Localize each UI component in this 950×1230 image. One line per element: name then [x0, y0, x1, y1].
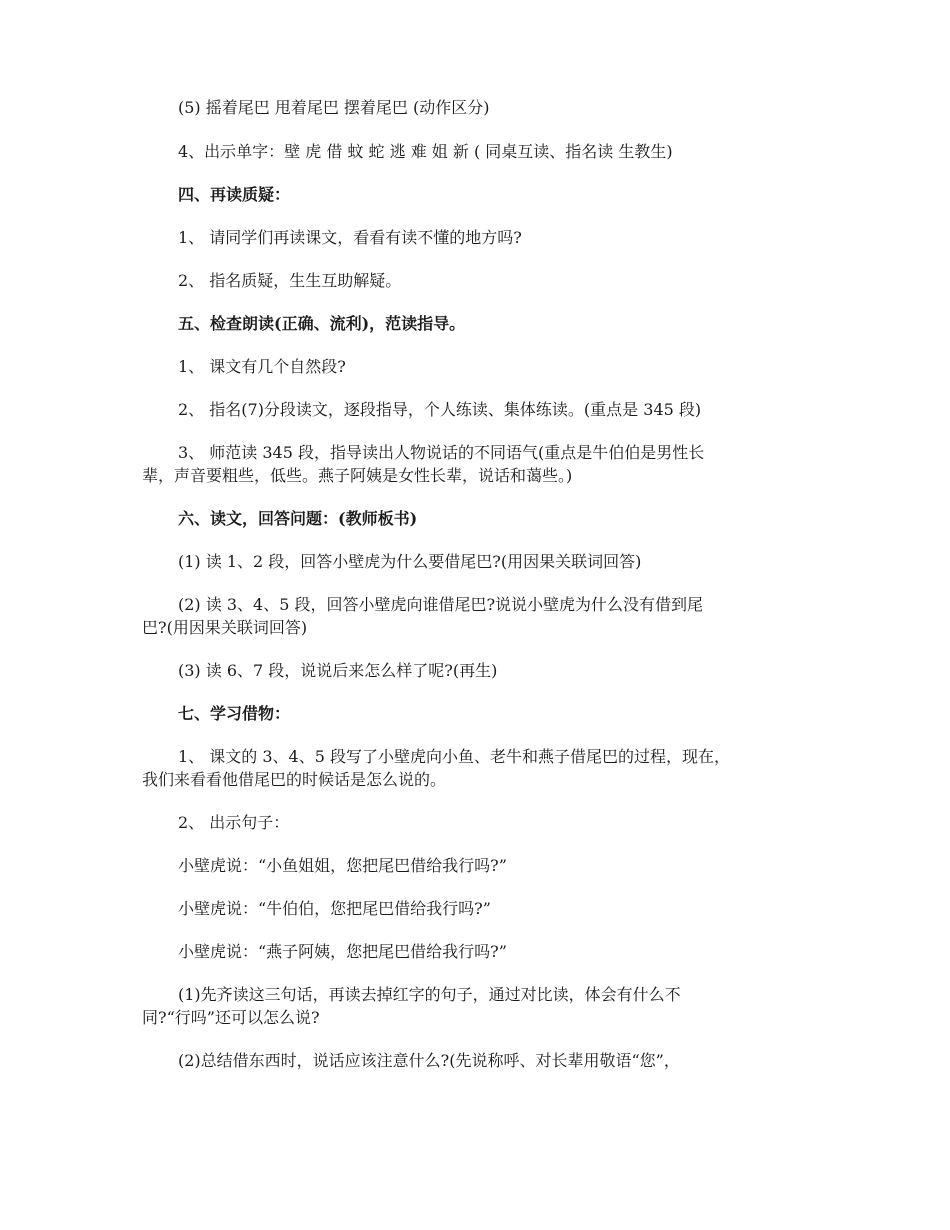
sentence-aunt-swallow: 小壁虎说：“燕子阿姨，您把尾巴借给我行吗?”	[178, 942, 507, 961]
paragraph-show-sentences: 2、 出示句子：	[178, 813, 290, 832]
paragraph-segment-reading: 2、 指名(7)分段读文，逐段指导，个人练读、集体练读。(重点是 345 段)	[178, 400, 702, 419]
sentence-fish-sister: 小壁虎说：“小鱼姐姐，您把尾巴借给我行吗?”	[178, 856, 507, 875]
paragraph-teacher-reading-line1: 3、 师范读 345 段，指导读出人物说话的不同语气(重点是牛伯伯是男性长	[178, 443, 705, 462]
paragraph-summary: (2)总结借东西时，说话应该注意什么?(先说称呼、对长辈用敬语“您”，	[178, 1051, 680, 1070]
paragraph-question-1: (1) 读 1、2 段，回答小壁虎为什么要借尾巴?(用因果关联词回答)	[178, 552, 642, 571]
paragraph-teacher-reading-line2: 辈，声音要粗些，低些。燕子阿姨是女性长辈，说话和蔼些。)	[142, 466, 573, 485]
paragraph-single-characters: 4、出示单字：壁 虎 借 蚊 蛇 逃 难 姐 新 ( 同桌互读、指名读 生教生)	[178, 142, 673, 161]
paragraph-reread: 1、 请同学们再读课文，看看有读不懂的地方吗?	[178, 228, 522, 247]
heading-section-6: 六、读文，回答问题：(教师板书)	[178, 509, 418, 528]
paragraph-question-2-line1: (2) 读 3、4、5 段，回答小壁虎向谁借尾巴?说说小壁虎为什么没有借到尾	[178, 595, 704, 614]
paragraph-compare-reading-line2: 同?“行吗”还可以怎么说?	[142, 1008, 320, 1027]
paragraph-questions: 2、 指名质疑，生生互助解疑。	[178, 271, 402, 290]
paragraph-question-3: (3) 读 6、7 段，说说后来怎么样了呢?(再生)	[178, 661, 498, 680]
paragraph-action-distinction: (5) 摇着尾巴 甩着尾巴 摆着尾巴 (动作区分)	[178, 98, 490, 117]
sentence-uncle-ox: 小壁虎说：“牛伯伯，您把尾巴借给我行吗?”	[178, 899, 491, 918]
heading-section-7: 七、学习借物：	[178, 704, 291, 723]
heading-section-4: 四、再读质疑：	[178, 185, 291, 204]
paragraph-borrowing-process-line1: 1、 课文的 3、4、5 段写了小壁虎向小鱼、老牛和燕子借尾巴的过程，现在，	[178, 747, 730, 766]
paragraph-borrowing-process-line2: 我们来看看他借尾巴的时候话是怎么说的。	[142, 770, 447, 789]
paragraph-compare-reading-line1: (1)先齐读这三句话，再读去掉红字的句子，通过对比读，体会有什么不	[178, 985, 681, 1004]
paragraph-count-paragraphs: 1、 课文有几个自然段?	[178, 357, 346, 376]
paragraph-question-2-line2: 巴?(用因果关联词回答)	[142, 618, 308, 637]
heading-section-5: 五、检查朗读(正确、流利)，范读指导。	[178, 314, 466, 333]
